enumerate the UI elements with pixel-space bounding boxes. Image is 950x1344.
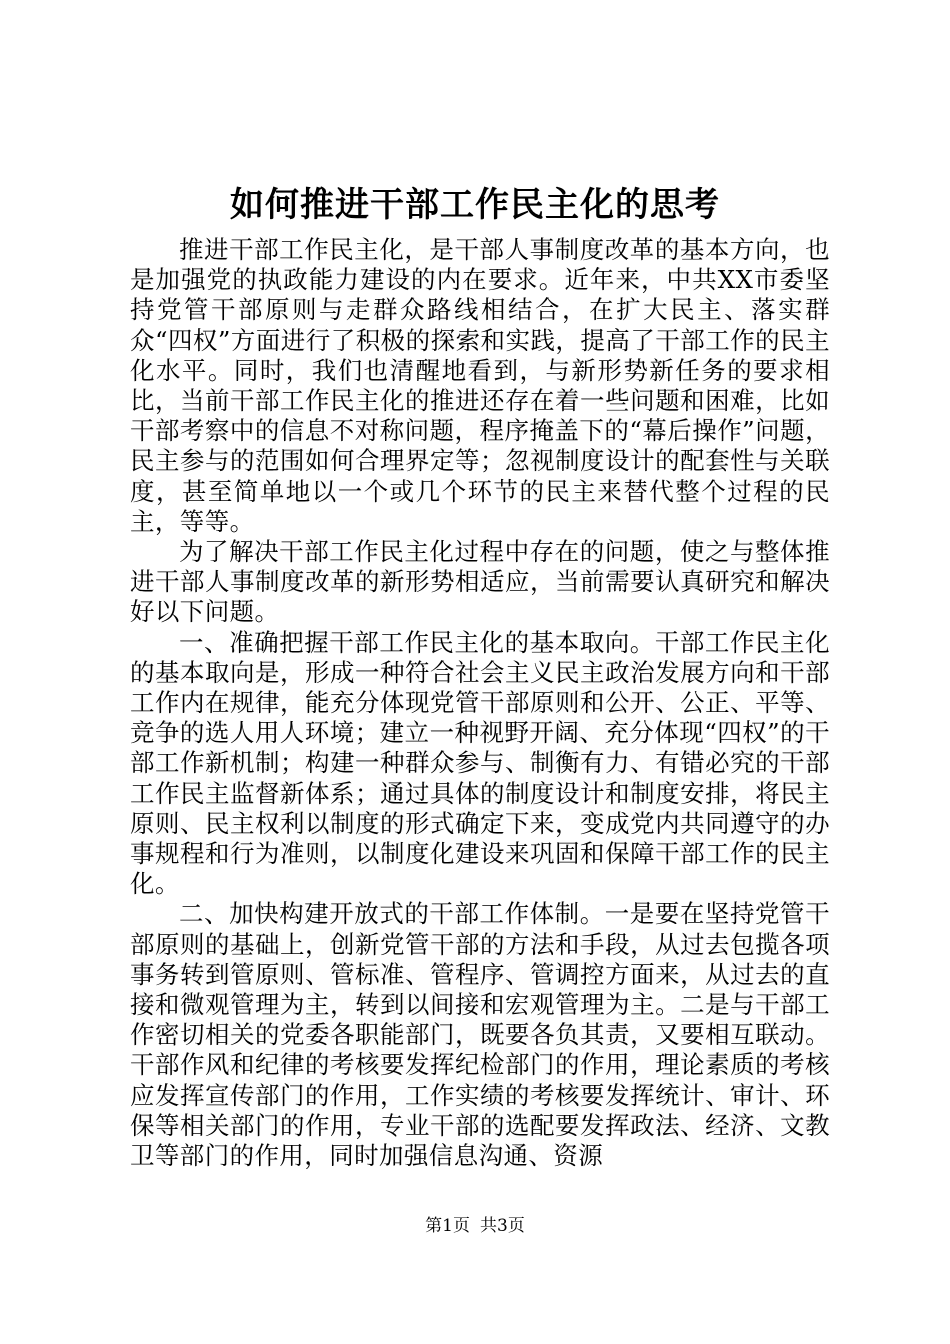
paragraph-transition: 为了解决干部工作民主化过程中存在的问题，使之与整体推进干部人事制度改革的新形势相适应，当前需要认真研究和解决好以下问题。 xyxy=(130,537,830,627)
document-title: 如何推进干部工作民主化的思考 xyxy=(230,185,720,225)
document-body xyxy=(130,235,830,1171)
page-footer xyxy=(0,1214,950,1238)
page-total: 共3页 xyxy=(480,1216,525,1236)
paragraph-intro: 推进干部工作民主化，是干部人事制度改革的基本方向，也是加强党的执政能力建设的内在要求。近年来，中共XX市委坚持党管干部原则与走群众路线相结合，在扩大民主、落实群众“四权”方面进行了积极的探索和实践，提高了干部工作的民主化水平。同时，我们也清醒地看到，与新形势新任务的要求相比，当前干部工作民主化的推进还存在着一些问题和困难，比如干部考察中的信息不对称问题，程序掩盖下的“幕后操作”问题，民主参与的范围如何合理界定等；忽视制度设计的配套性与关联度，甚至简单地以一个或几个环节的民主来替代整个过程的民主，等等。 xyxy=(130,235,830,536)
paragraph-section-one: 一、准确把握干部工作民主化的基本取向。干部工作民主化的基本取向是，形成一种符合社会主义民主政治发展方向和干部工作内在规律，能充分体现党管干部原则和公开、公正、平等、竞争的选人用人环境；建立一种视野开阔、充分体现“四权”的干部工作新机制；构建一种群众参与、制衡有力、有错必究的干部工作民主监督新体系；通过具体的制度设计和制度安排，将民主原则、民主权利以制度的形式确定下来，变成党内共同遵守的办事规程和行为准则，以制度化建设来巩固和保障干部工作的民主化。 xyxy=(130,627,830,899)
page-number: 第1页 xyxy=(425,1216,470,1236)
paragraph-section-two: 二、加快构建开放式的干部工作体制。一是要在坚持党管干部原则的基础上，创新党管干部的方法和手段，从过去包揽各项事务转到管原则、管标准、管程序、管调控方面来，从过去的直接和微观管理为主，转到以间接和宏观管理为主。二是与干部工作密切相关的党委各职能部门，既要各负其责，又要相互联动。干部作风和纪律的考核要发挥纪检部门的作用，理论素质的考核应发挥宣传部门的作用，工作实绩的考核要发挥统计、审计、环保等相关部门的作用，专业干部的选配要发挥政法、经济、文教卫等部门的作用，同时加强信息沟通、资源 xyxy=(130,899,830,1171)
